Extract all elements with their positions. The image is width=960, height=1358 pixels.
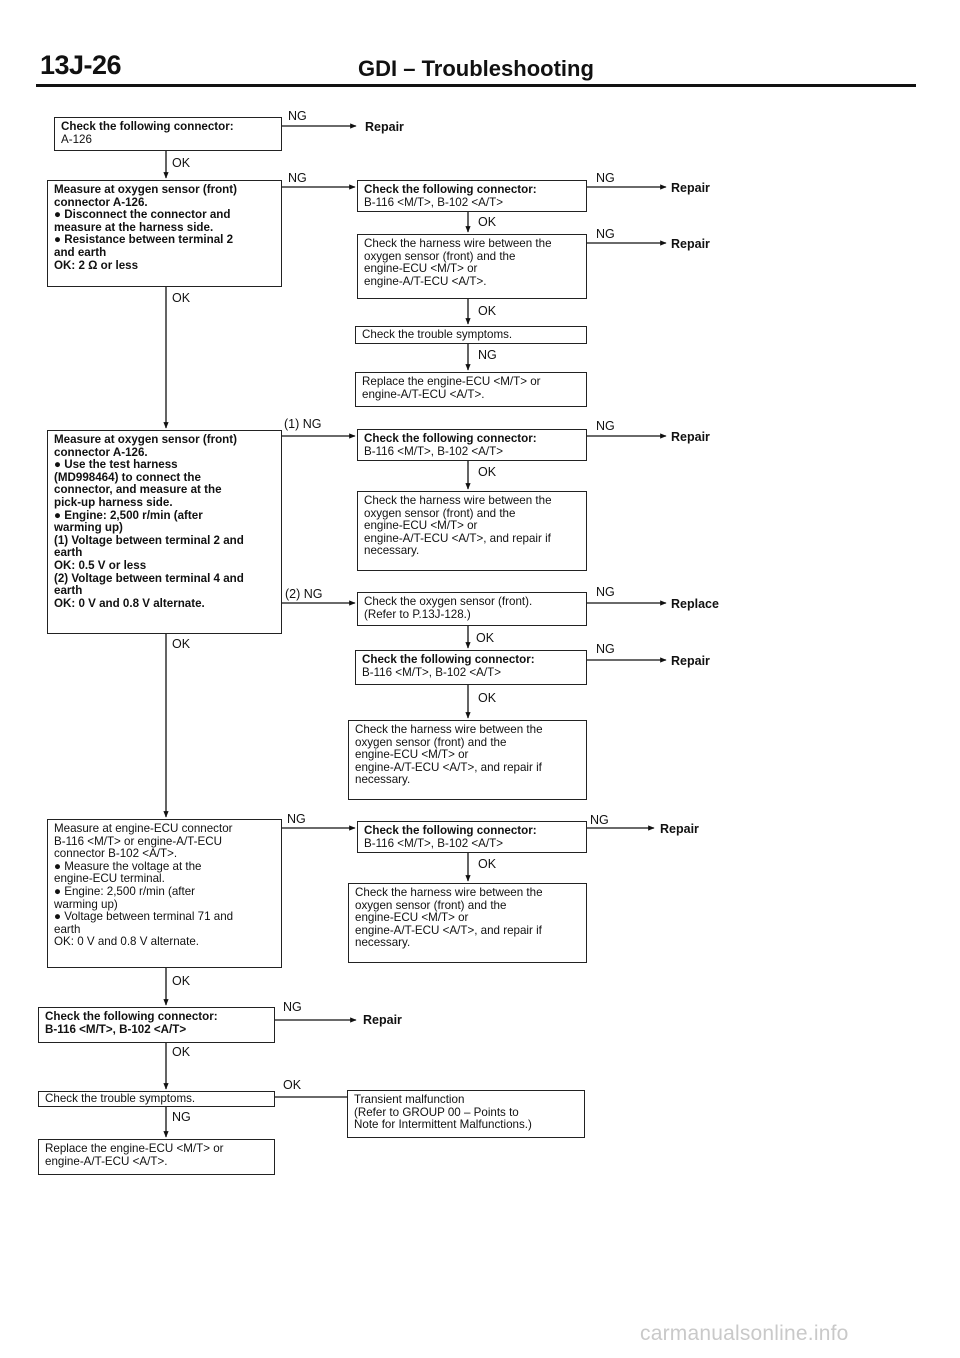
check-trouble-symptoms-box <box>38 1091 275 1107</box>
box-title: Check the following connector: <box>45 1010 218 1023</box>
ok-label: OK <box>478 304 497 318</box>
replace-engine-ecu-box <box>38 1139 275 1175</box>
measure-engine-ecu-connector-box <box>47 819 282 968</box>
repair-action: Repair <box>671 430 710 444</box>
ok-label: OK <box>172 291 191 305</box>
box-body: B-116 <M/T>, B-102 <A/T> <box>364 195 503 209</box>
check-connector-a126-box <box>54 117 282 151</box>
check-connector-b116-box <box>38 1007 275 1043</box>
ng-2-label: (2) NG <box>285 587 323 601</box>
ng-label: NG <box>590 813 609 827</box>
ng-label: NG <box>596 585 615 599</box>
box-text: Replace the engine-ECU <M/T> or engine-A/T-ECU <A/T>. <box>362 375 541 401</box>
check-connector-b116-box <box>357 180 587 212</box>
box-body: connector A-126. ● Disconnect the connector and measure at the harness side. ● Resistance between terminal 2 and earth OK: 2 Ω or less <box>54 195 234 272</box>
ng-label: NG <box>596 419 615 433</box>
check-connector-b116-box <box>355 650 587 685</box>
box-title: Check the following connector: <box>364 183 537 196</box>
check-oxygen-sensor-box <box>357 592 587 626</box>
box-title: Measure at oxygen sensor (front) <box>54 183 237 196</box>
ng-label: NG <box>596 227 615 241</box>
ng-label: NG <box>172 1110 191 1124</box>
box-title: Measure at oxygen sensor (front) <box>54 433 237 446</box>
ok-label: OK <box>172 637 191 651</box>
ok-label: OK <box>172 156 191 170</box>
ok-label: OK <box>172 974 191 988</box>
box-body: B-116 <M/T> or engine-A/T-ECU connector B-102 <A/T>. ● Measure the voltage at the engine-ECU terminal. ● Engine: 2,500 r/min (after warming up) ● Voltage between terminal 71 and earth OK: 0 V and 0.8 V alternate. <box>54 834 234 949</box>
repair-action: Repair <box>363 1013 402 1027</box>
box-text: Replace the engine-ECU <M/T> or engine-A/T-ECU <A/T>. <box>45 1142 224 1168</box>
repair-action: Repair <box>671 237 710 251</box>
ok-label: OK <box>283 1078 302 1092</box>
ng-label: NG <box>283 1000 302 1014</box>
check-connector-b116-box <box>357 429 587 461</box>
box-text: Check the harness wire between the oxygen sensor (front) and the engine-ECU <M/T> or engine-A/T-ECU <A/T>, and repair if necessary. <box>355 723 543 787</box>
box-title: Check the following connector: <box>364 432 537 445</box>
box-body: connector A-126. ● Use the test harness (MD998464) to connect the connector, and measure at the pick-up harness side. ● Engine: 2,500 r/min (after warming up) (1) Voltage between terminal 2 and earth OK: 0.5 V or less (2) Voltage between terminal 4 and earth OK: 0 V and 0.8 V alternate. <box>54 445 244 610</box>
ng-label: NG <box>287 812 306 826</box>
ng-label: NG <box>288 171 307 185</box>
ng-label: NG <box>596 642 615 656</box>
box-body: B-116 <M/T>, B-102 <A/T> <box>364 836 503 850</box>
watermark-text: carmanualsonline.info <box>640 1322 849 1345</box>
ok-label: OK <box>172 1045 191 1059</box>
ng-label: NG <box>596 171 615 185</box>
box-text: Check the harness wire between the oxygen sensor (front) and the engine-ECU <M/T> or engine-A/T-ECU <A/T>, and repair if necessary. <box>364 494 552 558</box>
check-connector-b116-box <box>357 821 587 853</box>
check-harness-wire-box <box>357 234 587 299</box>
check-harness-wire-box <box>348 883 587 963</box>
box-title: Check the following connector: <box>362 653 535 666</box>
repair-action: Repair <box>365 120 404 134</box>
repair-action: Repair <box>660 822 699 836</box>
ok-label: OK <box>478 691 497 705</box>
ok-label: OK <box>478 857 497 871</box>
check-trouble-symptoms-box <box>355 326 587 344</box>
repair-action: Repair <box>671 654 710 668</box>
box-text: Transient malfunction (Refer to GROUP 00 – Points to Note for Intermittent Malfunctions.) <box>354 1093 532 1132</box>
box-body: B-116 <M/T>, B-102 <A/T> <box>45 1022 187 1036</box>
page-number: 13J-26 <box>40 50 122 80</box>
box-text: Check the harness wire between the oxygen sensor (front) and the engine-ECU <M/T> or engine-A/T-ECU <A/T>. <box>364 237 552 288</box>
box-body: B-116 <M/T>, B-102 <A/T> <box>364 444 503 458</box>
repair-action: Repair <box>671 181 710 195</box>
check-harness-wire-box <box>348 720 587 800</box>
replace-engine-ecu-box <box>355 372 587 407</box>
measure-oxygen-sensor-voltage-box <box>47 430 282 634</box>
box-title: Measure at engine-ECU connector <box>54 822 233 835</box>
box-title: Check the following connector: <box>61 120 234 133</box>
ok-label: OK <box>478 465 497 479</box>
box-text: Check the trouble symptoms. <box>45 1092 196 1105</box>
box-text: Check the trouble symptoms. <box>362 328 513 341</box>
box-title: Check the following connector: <box>364 824 537 837</box>
page-title: GDI – Troubleshooting <box>358 56 594 81</box>
ok-label: OK <box>476 631 495 645</box>
box-text: Check the oxygen sensor (front). (Refer to P.13J-128.) <box>364 595 533 621</box>
ok-label: OK <box>478 215 497 229</box>
box-body: A-126 <box>61 132 92 146</box>
measure-oxygen-sensor-resistance-box <box>47 180 282 287</box>
ng-1-label: (1) NG <box>284 417 322 431</box>
check-harness-wire-box <box>357 491 587 571</box>
box-body: B-116 <M/T>, B-102 <A/T> <box>362 665 501 679</box>
transient-malfunction-box <box>347 1090 585 1138</box>
box-text: Check the harness wire between the oxygen sensor (front) and the engine-ECU <M/T> or engine-A/T-ECU <A/T>, and repair if necessary. <box>355 886 543 950</box>
ng-label: NG <box>478 348 497 362</box>
ng-label: NG <box>288 109 307 123</box>
replace-action: Replace <box>671 597 719 611</box>
